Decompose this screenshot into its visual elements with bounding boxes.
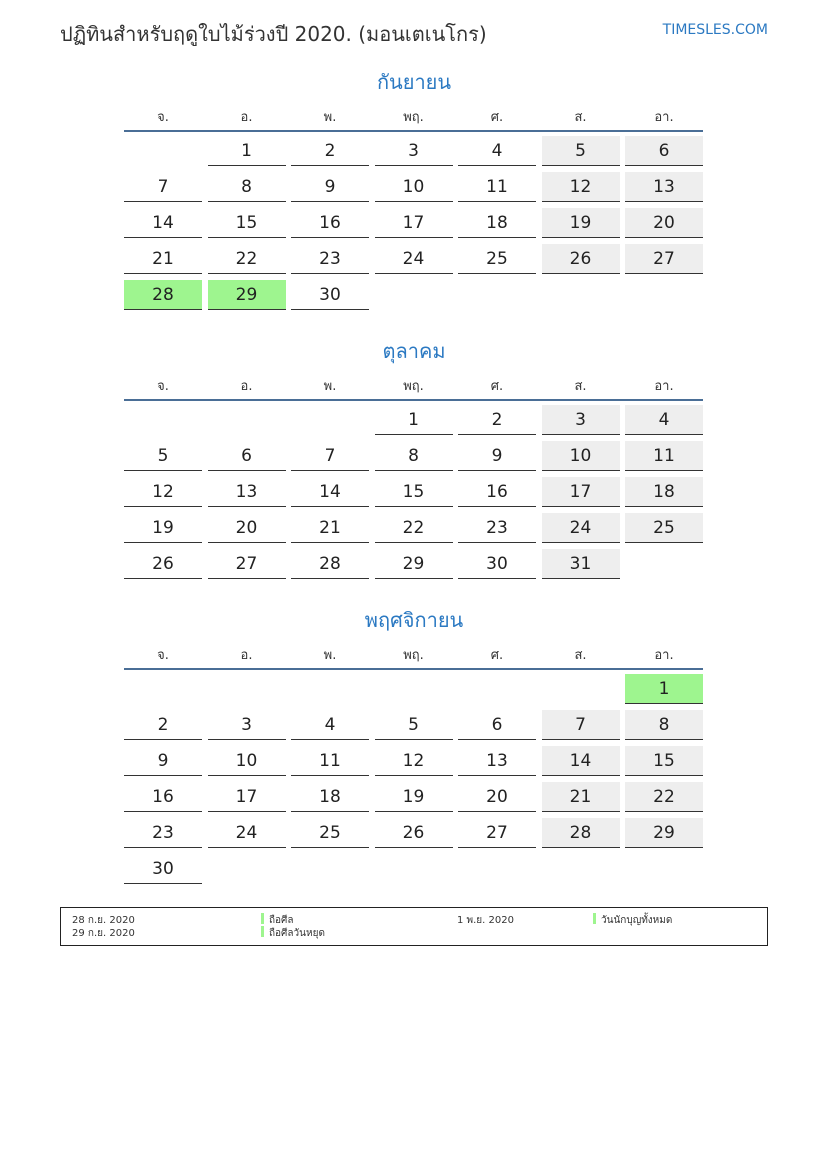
day-cell: 11: [625, 441, 703, 471]
legend-color-swatch: [261, 926, 264, 937]
day-cell: 16: [124, 782, 202, 812]
day-cell: 1: [208, 136, 286, 166]
legend-holiday-name: ถือศีล: [269, 915, 294, 926]
day-cell: 30: [458, 549, 536, 579]
day-cell: 24: [208, 818, 286, 848]
weekday-label: พฤ.: [403, 379, 424, 394]
day-cell: 11: [291, 746, 369, 776]
site-link[interactable]: TIMESLES.COM: [662, 22, 768, 38]
day-cell: 12: [124, 477, 202, 507]
holiday-day-cell: 1: [625, 674, 703, 704]
day-cell: 21: [542, 782, 620, 812]
holiday-day-cell: 29: [208, 280, 286, 310]
day-cell: 17: [375, 208, 453, 238]
day-cell: 11: [458, 172, 536, 202]
day-cell: 28: [291, 549, 369, 579]
weekday-label: จ.: [157, 110, 169, 125]
day-cell: 10: [542, 441, 620, 471]
legend-color-swatch: [593, 913, 596, 924]
month-title: กันยายน: [376, 70, 452, 94]
day-cell: 26: [375, 818, 453, 848]
day-cell: 5: [375, 710, 453, 740]
weekday-label: อ.: [240, 110, 253, 125]
day-cell: 2: [124, 710, 202, 740]
day-cell: 8: [208, 172, 286, 202]
month-september: [124, 68, 704, 316]
weekday-label: อา.: [654, 648, 674, 663]
day-cell: 24: [375, 244, 453, 274]
month-title: ตุลาคม: [382, 339, 446, 363]
day-cell: 29: [375, 549, 453, 579]
day-cell: 20: [208, 513, 286, 543]
day-cell: 3: [542, 405, 620, 435]
day-cell: 22: [375, 513, 453, 543]
day-grid: [124, 668, 704, 890]
day-cell: 5: [124, 441, 202, 471]
day-cell: 4: [291, 710, 369, 740]
day-cell: 18: [458, 208, 536, 238]
weekday-label: พฤ.: [403, 110, 424, 125]
day-cell: 19: [375, 782, 453, 812]
legend-holiday-name: วันนักบุญทั้งหมด: [601, 915, 673, 926]
day-cell: 4: [458, 136, 536, 166]
weekday-label: ส.: [574, 379, 587, 394]
day-cell: 31: [542, 549, 620, 579]
day-cell: 22: [208, 244, 286, 274]
day-cell: 6: [625, 136, 703, 166]
day-cell: 9: [291, 172, 369, 202]
day-cell: 14: [291, 477, 369, 507]
day-cell: 7: [291, 441, 369, 471]
weekday-label: ส.: [574, 648, 587, 663]
day-cell: 10: [375, 172, 453, 202]
day-cell: 13: [625, 172, 703, 202]
day-cell: 13: [208, 477, 286, 507]
weekday-label: อ.: [240, 648, 253, 663]
day-cell: 8: [625, 710, 703, 740]
weekday-label: พ.: [323, 379, 337, 394]
day-cell: 23: [124, 818, 202, 848]
holiday-legend: [60, 907, 768, 946]
month-title: พฤศจิกายน: [364, 608, 464, 632]
day-cell: 19: [542, 208, 620, 238]
day-cell: 25: [291, 818, 369, 848]
day-cell: 16: [458, 477, 536, 507]
day-cell: 29: [625, 818, 703, 848]
day-cell: 24: [542, 513, 620, 543]
day-cell: 16: [291, 208, 369, 238]
day-cell: 12: [375, 746, 453, 776]
day-cell: 3: [208, 710, 286, 740]
day-cell: 3: [375, 136, 453, 166]
day-grid: [124, 130, 704, 316]
legend-date: 28 ก.ย. 2020: [72, 915, 135, 926]
day-cell: 14: [542, 746, 620, 776]
weekday-label: อา.: [654, 110, 674, 125]
weekday-label: ส.: [574, 110, 587, 125]
day-cell: 23: [291, 244, 369, 274]
day-cell: 15: [625, 746, 703, 776]
day-cell: 14: [124, 208, 202, 238]
day-cell: 20: [458, 782, 536, 812]
legend-date: 1 พ.ย. 2020: [457, 915, 514, 926]
day-cell: 27: [625, 244, 703, 274]
legend-date: 29 ก.ย. 2020: [72, 928, 135, 939]
weekday-header-row: [124, 644, 704, 668]
page-header: [60, 18, 768, 48]
day-cell: 22: [625, 782, 703, 812]
day-cell: 2: [458, 405, 536, 435]
day-cell: 15: [375, 477, 453, 507]
day-cell: 7: [542, 710, 620, 740]
day-cell: 28: [542, 818, 620, 848]
month-november: [124, 606, 704, 890]
header-divider: [124, 130, 703, 132]
month-october: [124, 337, 704, 585]
header-divider: [124, 668, 703, 670]
day-cell: 25: [625, 513, 703, 543]
day-cell: 19: [124, 513, 202, 543]
legend-color-swatch: [261, 913, 264, 924]
weekday-label: ศ.: [490, 379, 504, 394]
day-cell: 12: [542, 172, 620, 202]
header-divider: [124, 399, 703, 401]
day-cell: 27: [458, 818, 536, 848]
weekday-label: จ.: [157, 648, 169, 663]
weekday-header-row: [124, 375, 704, 399]
weekday-label: อ.: [240, 379, 253, 394]
day-cell: 6: [208, 441, 286, 471]
day-cell: 17: [542, 477, 620, 507]
day-cell: 10: [208, 746, 286, 776]
day-cell: 1: [375, 405, 453, 435]
day-cell: 27: [208, 549, 286, 579]
day-cell: 18: [625, 477, 703, 507]
day-cell: 2: [291, 136, 369, 166]
day-cell: 15: [208, 208, 286, 238]
weekday-label: จ.: [157, 379, 169, 394]
weekday-label: อา.: [654, 379, 674, 394]
day-grid: [124, 399, 704, 585]
day-cell: 9: [124, 746, 202, 776]
legend-holiday-name: ถือศีลวันหยุด: [269, 928, 325, 939]
day-cell: 20: [625, 208, 703, 238]
day-cell: 13: [458, 746, 536, 776]
weekday-label: ศ.: [490, 648, 504, 663]
day-cell: 18: [291, 782, 369, 812]
weekday-label: พ.: [323, 648, 337, 663]
day-cell: 21: [124, 244, 202, 274]
day-cell: 23: [458, 513, 536, 543]
day-cell: 9: [458, 441, 536, 471]
day-cell: 4: [625, 405, 703, 435]
day-cell: 5: [542, 136, 620, 166]
day-cell: 30: [124, 854, 202, 884]
day-cell: 25: [458, 244, 536, 274]
day-cell: 30: [291, 280, 369, 310]
holiday-day-cell: 28: [124, 280, 202, 310]
day-cell: 6: [458, 710, 536, 740]
weekday-label: ศ.: [490, 110, 504, 125]
page-title: ปฏิทินสำหรับฤดูใบไม้ร่วงปี 2020. (มอนเตเนโกร): [60, 22, 487, 46]
day-cell: 17: [208, 782, 286, 812]
day-cell: 7: [124, 172, 202, 202]
weekday-header-row: [124, 106, 704, 130]
weekday-label: พ.: [323, 110, 337, 125]
day-cell: 26: [542, 244, 620, 274]
weekday-label: พฤ.: [403, 648, 424, 663]
day-cell: 26: [124, 549, 202, 579]
day-cell: 8: [375, 441, 453, 471]
day-cell: 21: [291, 513, 369, 543]
